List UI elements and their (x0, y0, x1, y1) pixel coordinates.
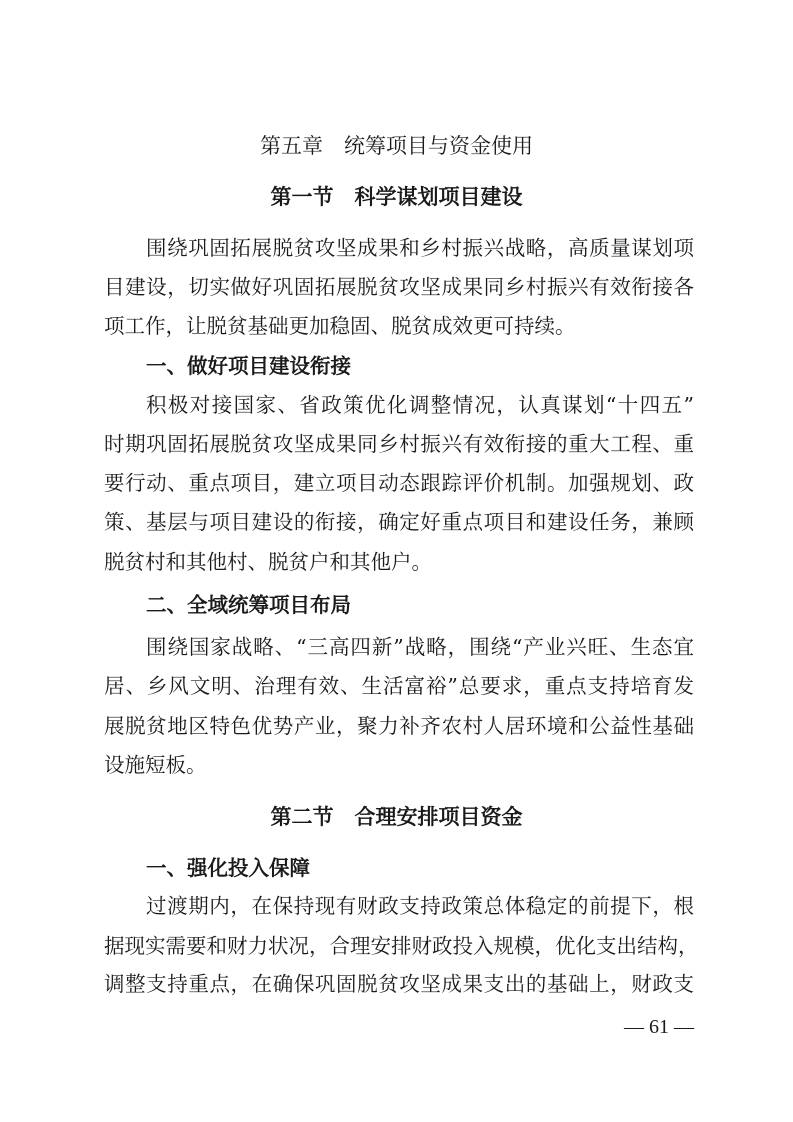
subsection-title: 一、做好项目建设衔接 (146, 354, 351, 378)
section-title: 第一节 科学谋划项目建设 (270, 185, 523, 209)
paragraph-line: 积极对接国家、省政策优化调整情况，认真谋划“十四五” (146, 393, 694, 417)
page-number: — 61 — (624, 1016, 694, 1038)
paragraph-line: 展脱贫地区特色优势产业，聚力补齐农村人居环境和公益性基础 (104, 714, 694, 738)
paragraph-line: 要行动、重点项目，建立项目动态跟踪评价机制。加强规划、政 (104, 471, 694, 495)
subsection-title: 一、强化投入保障 (146, 856, 310, 880)
paragraph-line: 调整支持重点，在确保巩固脱贫攻坚成果支出的基础上，财政支 (104, 972, 694, 996)
paragraph-line: 时期巩固拓展脱贫攻坚成果同乡村振兴有效衔接的重大工程、重 (104, 432, 694, 456)
paragraph-line: 居、乡风文明、治理有效、生活富裕”总要求，重点支持培育发 (104, 674, 694, 698)
paragraph-line: 据现实需要和财力状况，合理安排财政投入规模，优化支出结构， (104, 934, 699, 958)
paragraph-line: 围绕国家战略、“三高四新”战略，围绕“产业兴旺、生态宜 (146, 635, 694, 659)
paragraph-line: 项工作，让脱贫基础更加稳固、脱贫成效更可持续。 (104, 314, 576, 338)
paragraph-line: 设施短板。 (104, 753, 207, 777)
chapter-title: 第五章 统筹项目与资金使用 (260, 134, 533, 158)
paragraph-line: 策、基层与项目建设的衔接，确定好重点项目和建设任务，兼顾 (104, 510, 694, 534)
paragraph-line: 围绕巩固拓展脱贫攻坚成果和乡村振兴战略，高质量谋划项 (146, 236, 694, 260)
subsection-title: 二、全域统筹项目布局 (146, 593, 351, 617)
paragraph-line: 过渡期内，在保持现有财政支持政策总体稳定的前提下，根 (146, 894, 694, 918)
paragraph-line: 脱贫村和其他村、脱贫户和其他户。 (104, 550, 432, 574)
paragraph-line: 目建设，切实做好巩固拓展脱贫攻坚成果同乡村振兴有效衔接各 (104, 275, 694, 299)
section-title: 第二节 合理安排项目资金 (270, 805, 523, 829)
